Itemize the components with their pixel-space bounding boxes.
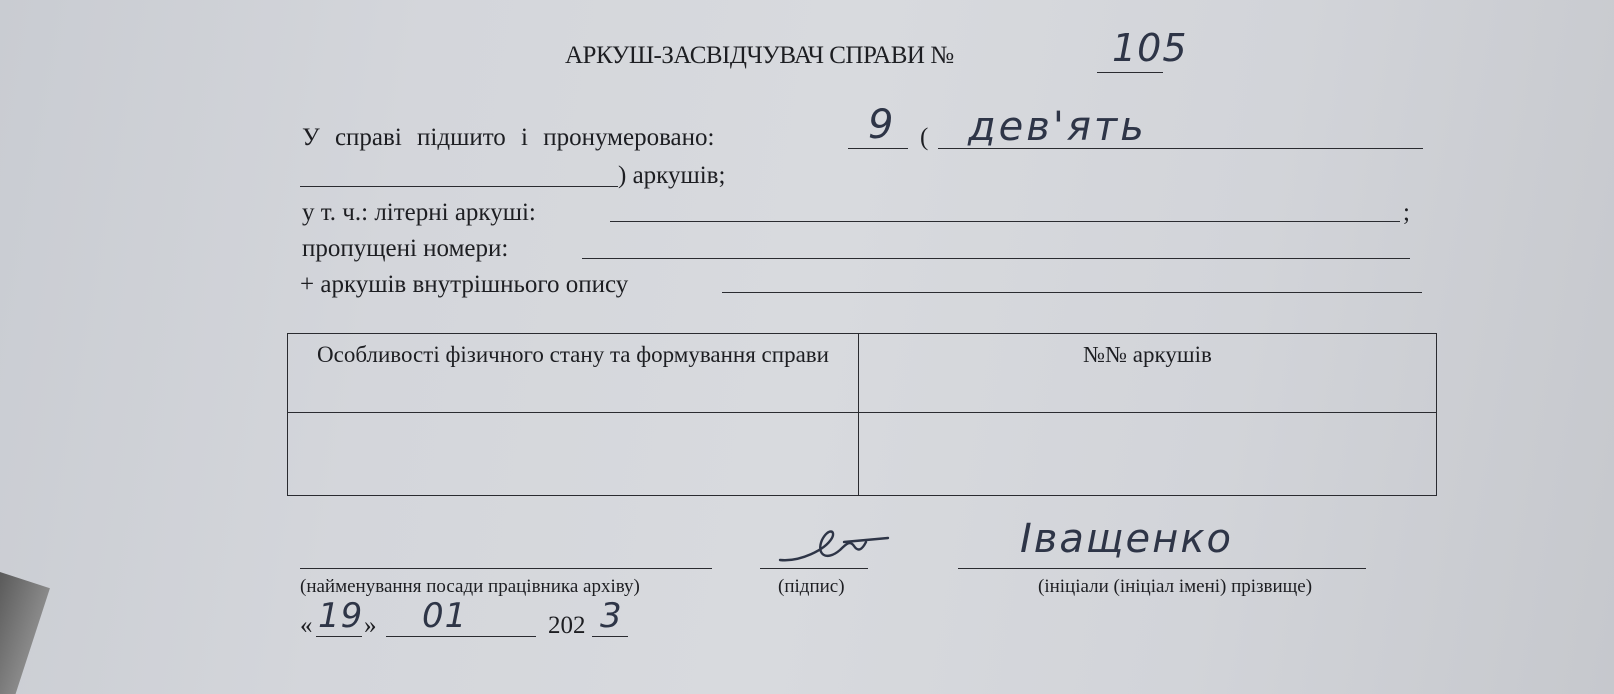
missing-numbers-label: пропущені номери:	[302, 235, 509, 262]
date-open-quote: «	[300, 612, 313, 639]
document-title: АРКУШ-ЗАСВІДЧУВАЧ СПРАВИ №	[565, 42, 954, 69]
sheets-count-underline	[848, 148, 908, 149]
inner-inventory-underline	[722, 292, 1422, 293]
sheets-close-suffix: ) аркушів;	[618, 162, 726, 189]
sheets-label: У справі підшито і пронумеровано:	[302, 124, 715, 151]
letter-sheets-semicolon: ;	[1403, 199, 1410, 226]
case-number-handwritten[interactable]: 105	[1112, 26, 1188, 70]
missing-numbers-underline	[582, 258, 1410, 259]
date-close-quote: »	[364, 612, 377, 639]
date-month-underline	[386, 636, 536, 637]
table-header-row	[288, 334, 1437, 413]
name-caption: (ініціали (ініціал імені) прізвище)	[1038, 576, 1313, 597]
page-corner-shadow	[0, 567, 50, 694]
letter-sheets-label: у т. ч.: літерні аркуші:	[302, 199, 536, 226]
table-cell[interactable]	[859, 413, 1437, 496]
date-year-digit-handwritten[interactable]: 3	[600, 596, 623, 636]
date-day-underline	[316, 636, 362, 637]
date-year-underline	[592, 636, 628, 637]
name-underline	[958, 568, 1366, 569]
sheets-open-paren: (	[920, 124, 929, 151]
case-number-underline	[1097, 72, 1163, 73]
table-header-cell: №№ аркушів	[859, 334, 1437, 413]
date-month-handwritten[interactable]: 01	[422, 596, 468, 636]
sheets-words-handwritten[interactable]: дев'ять	[968, 104, 1147, 150]
signature-caption: (підпис)	[778, 576, 845, 597]
surname-handwritten[interactable]: Іващенко	[1020, 516, 1233, 562]
position-caption: (найменування посади працівника архіву)	[300, 576, 640, 597]
physical-state-table	[287, 333, 1437, 496]
table-header-cell: Особливості фізичного стану та формування справи	[288, 334, 859, 413]
date-year-prefix: 202	[548, 612, 586, 639]
sheets-words-continuation-underline	[300, 186, 618, 187]
inner-inventory-label: + аркушів внутрішнього опису	[300, 271, 629, 298]
letter-sheets-underline	[610, 221, 1400, 222]
table-row	[288, 413, 1437, 496]
position-underline	[300, 568, 712, 569]
date-day-handwritten[interactable]: 19	[318, 596, 364, 636]
table-cell[interactable]	[288, 413, 859, 496]
sheets-count-handwritten[interactable]: 9	[868, 102, 895, 148]
signature-mark	[770, 520, 900, 580]
